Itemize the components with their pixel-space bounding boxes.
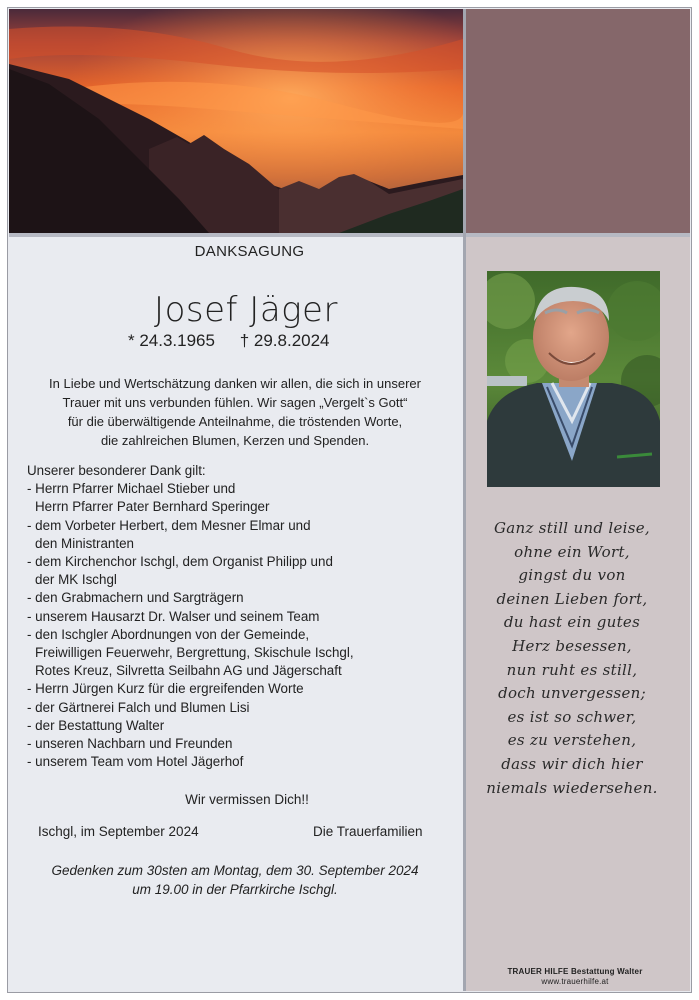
- intro-line: die zahlreichen Blumen, Kerzen und Spenden.: [100, 433, 370, 448]
- signature: Die Trauerfamilien: [313, 824, 423, 839]
- poem-line: dass wir dich hier: [501, 754, 643, 773]
- thanks-line: Rotes Kreuz, Silvretta Seilbahn AG und Jägerschaft: [35, 663, 342, 679]
- poem-line: doch unvergessen;: [498, 684, 646, 703]
- thanks-line: - der Bestattung Walter: [27, 717, 165, 733]
- death-date: † 29.8.2024: [239, 331, 330, 350]
- intro-line: In Liebe und Wertschätzung danken wir allen, die sich in unserer: [49, 376, 421, 391]
- thanks-line: - den Grabmachern und Sargträgern: [27, 590, 244, 606]
- footer-company: TRAUER HILFE Bestattung Walter: [507, 967, 643, 976]
- thanks-line: - unseren Nachbarn und Freunden: [27, 736, 233, 752]
- memorial-line: um 19.00 in der Pfarrkirche Ischgl.: [132, 882, 338, 897]
- deceased-name: Josef Jäger: [154, 290, 338, 330]
- poem-line: nun ruht es still,: [506, 660, 638, 679]
- intro-line: Trauer mit uns verbunden fühlen. Wir sagen „Vergelt`s Gott“: [62, 395, 408, 410]
- sunset-mountain-photo: [9, 9, 463, 233]
- poem-line: niemals wiedersehen.: [486, 778, 658, 797]
- poem-line: gingst du von: [518, 566, 626, 585]
- thanks-line: - dem Vorbeter Herbert, dem Mesner Elmar und: [27, 517, 311, 533]
- poem-line: Herz besessen,: [512, 636, 632, 655]
- thanks-line: - dem Kirchenchor Ischgl, dem Organist Philipp und: [27, 554, 333, 570]
- place-date: Ischgl, im September 2024: [38, 824, 199, 839]
- memorial-line: Gedenken zum 30sten am Montag, dem 30. September 2024: [51, 863, 419, 878]
- thanks-line: der MK Ischgl: [35, 572, 117, 588]
- poem: [472, 517, 672, 800]
- birth-date: * 24.3.1965: [128, 331, 215, 350]
- thanks-line: Herrn Pfarrer Pater Bernhard Speringer: [35, 499, 270, 515]
- poem-line: es zu verstehen,: [507, 731, 637, 750]
- portrait-photo: [487, 271, 660, 487]
- top-right-color-panel: [466, 9, 690, 233]
- poem-line: es ist so schwer,: [507, 707, 637, 726]
- thanks-line: Unserer besonderer Dank gilt:: [27, 463, 206, 478]
- closing-text: Wir vermissen Dich!!: [185, 792, 309, 807]
- intro-line: für die überwältigende Anteilnahme, die tröstenden Worte,: [67, 414, 403, 429]
- vertical-divider: [463, 9, 466, 991]
- memorial-notice: [20, 861, 450, 899]
- thanks-line: - Herrn Pfarrer Michael Stieber und: [27, 481, 236, 497]
- thanks-list: [27, 462, 447, 771]
- thanks-line: - den Ischgler Abordnungen von der Gemeinde,: [27, 626, 310, 642]
- footer-credit: [472, 967, 678, 987]
- poem-line: deinen Lieben fort,: [496, 589, 648, 608]
- poem-line: du hast ein gutes: [503, 613, 641, 632]
- thanks-line: - unserem Hausarzt Dr. Walser und seinem Team: [27, 608, 320, 624]
- intro-text: [20, 374, 450, 450]
- thanks-line: Freiwilligen Feuerwehr, Bergrettung, Skischule Ischgl,: [35, 645, 354, 661]
- poem-line: ohne ein Wort,: [514, 542, 630, 561]
- thanks-line: - der Gärtnerei Falch und Blumen Lisi: [27, 699, 250, 715]
- life-dates: [128, 331, 330, 351]
- page-title: DANKSAGUNG: [194, 243, 305, 260]
- horizontal-divider: [9, 233, 690, 237]
- thanks-line: - unserem Team vom Hotel Jägerhof: [27, 754, 244, 770]
- thanks-line: - Herrn Jürgen Kurz für die ergreifenden Worte: [27, 681, 304, 697]
- thanks-line: den Ministranten: [35, 535, 134, 551]
- footer-website: www.trauerhilfe.at: [541, 977, 609, 986]
- poem-line: Ganz still und leise,: [494, 519, 650, 537]
